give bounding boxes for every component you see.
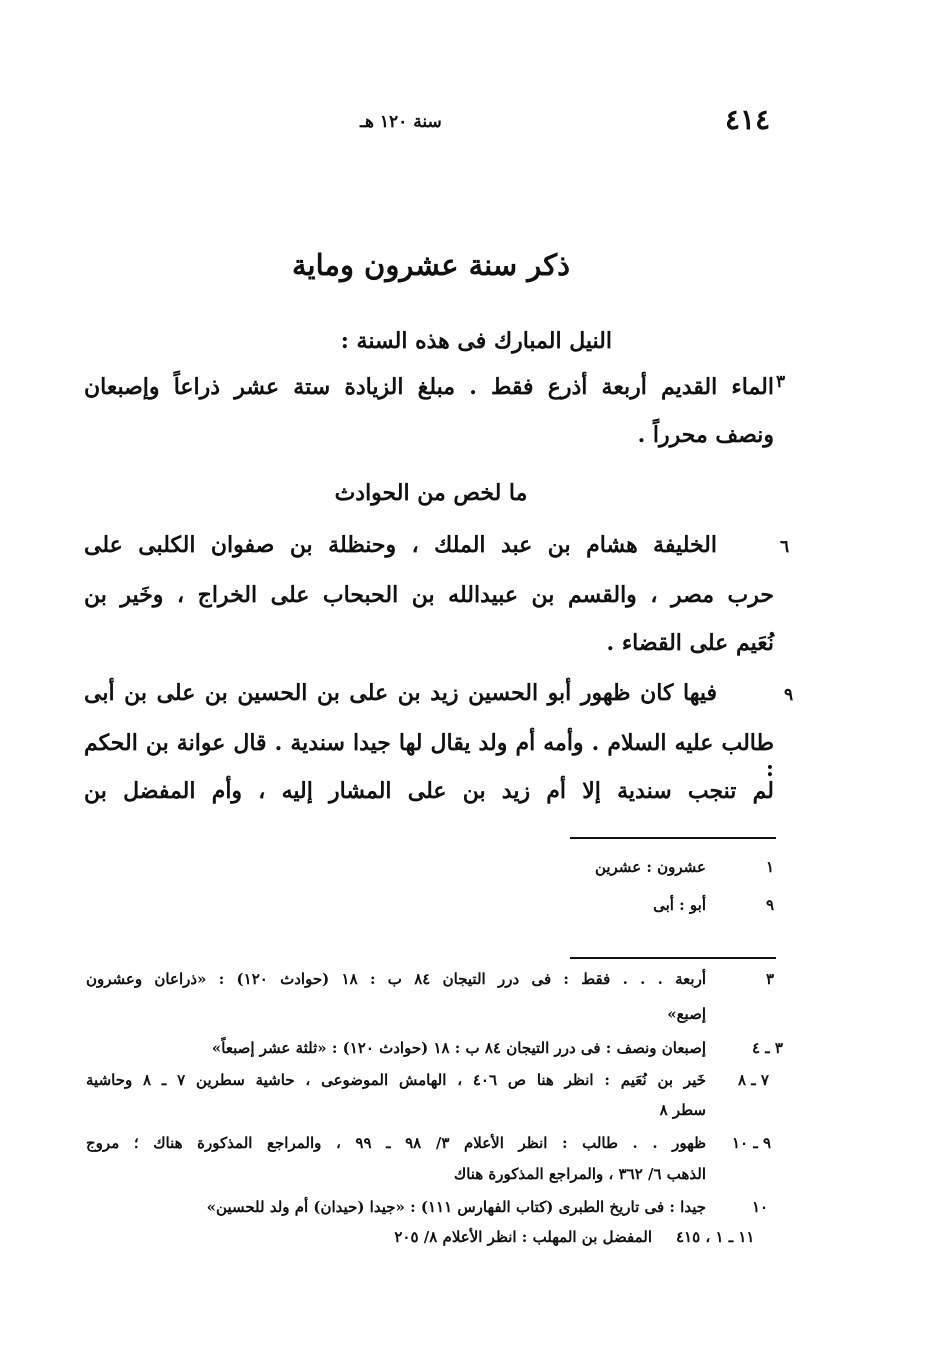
line-number: ٩ <box>784 685 794 705</box>
nile-line: الماء القديم أربعة أذرع فقط . مبلغ الزيادة ستة عشر ذراعاً وإصبعان <box>84 374 774 400</box>
note-text: أربعة . . . فقط : فى درر التيجان ٨٤ ب : ١٨ (حوادث ١٢٠) : «ذراعان وعشرون <box>86 970 706 988</box>
note-number: ٧ ـ ٨ <box>738 1071 769 1089</box>
note-number: ٣ ـ ٤ <box>752 1039 783 1057</box>
note-text: خَير بن نُعَيم : انظر هنا ص ٤٠٦ ، الهامش الموضوعى ، حاشية سطرين ٧ ـ ٨ وحاشية <box>86 1071 707 1089</box>
event-line: حرب مصر ، والقسم بن عبيدالله بن الحبحاب على الخراج ، وخَير بن <box>84 582 774 608</box>
note-number: ١١ ـ ١ ، ٤١٥ <box>676 1228 755 1246</box>
page-number: ٤١٤ <box>725 103 771 136</box>
event-line: نُعَيم على القضاء . <box>606 630 774 656</box>
events-heading: ما لخص من الحوادث <box>334 480 528 506</box>
event-line: طالب عليه السلام . وأمه أم ولد يقال لها جيدا سندية . قال عوانة بن الحكم : <box>84 730 774 782</box>
variant-number: ١ <box>766 858 775 876</box>
note-text: إصبع» <box>667 1005 706 1023</box>
nile-line: ونصف محرراً . <box>637 422 774 448</box>
note-number: ٣ <box>766 970 775 988</box>
note-text: سطر ٨ <box>659 1101 706 1119</box>
note-text: جيدا : فى تاريخ الطبرى (كتاب الفهارس ١١١) : «جيدا (حيدان) أم ولد للحسين» <box>206 1198 706 1216</box>
line-number: ٣ <box>776 372 786 392</box>
note-text: المفضل بن المهلب : انظر الأعلام ٨/ ٢٠٥ <box>394 1228 652 1246</box>
note-number: ٩ ـ ١٠ <box>732 1134 772 1152</box>
line-number: ٦ <box>780 537 790 557</box>
nile-intro: النيل المبارك فى هذه السنة : <box>340 328 612 354</box>
event-line: فيها كان ظهور أبو الحسين زيد بن على بن الحسين بن على بن أبى <box>84 680 717 706</box>
variant-text: عشرون : عشرين <box>594 858 706 876</box>
event-line: الخليفة هشام بن عبد الملك ، وحنظلة بن صفوان الكلبى على <box>84 532 717 558</box>
section-title: ذكر سنة عشرون وماية <box>291 248 571 282</box>
running-head: سنة ١٢٠ هـ <box>360 112 442 132</box>
note-text: إصبعان ونصف : فى درر التيجان ٨٤ ب : ١٨ (حوادث ١٢٠) : «ثلثة عشر إصبعاً» <box>211 1039 706 1057</box>
variant-number: ٩ <box>766 896 775 914</box>
event-line: لم تنجب سندية إلا أم زيد بن على المشار إليه ، وأم المفضل بن <box>84 778 774 804</box>
note-text: ظهور . . طالب : انظر الأعلام ٣/ ٩٨ ـ ٩٩ ، والمراجع المذكورة هناك ؛ مروج <box>86 1134 707 1152</box>
note-text: الذهب ٦/ ٣٦٢ ، والمراجع المذكورة هناك <box>453 1165 706 1183</box>
footnote-rule <box>570 957 776 959</box>
footnote-rule <box>570 837 776 839</box>
note-number: ١٠ <box>752 1198 769 1216</box>
variant-text: أبو : أبى <box>653 896 706 914</box>
